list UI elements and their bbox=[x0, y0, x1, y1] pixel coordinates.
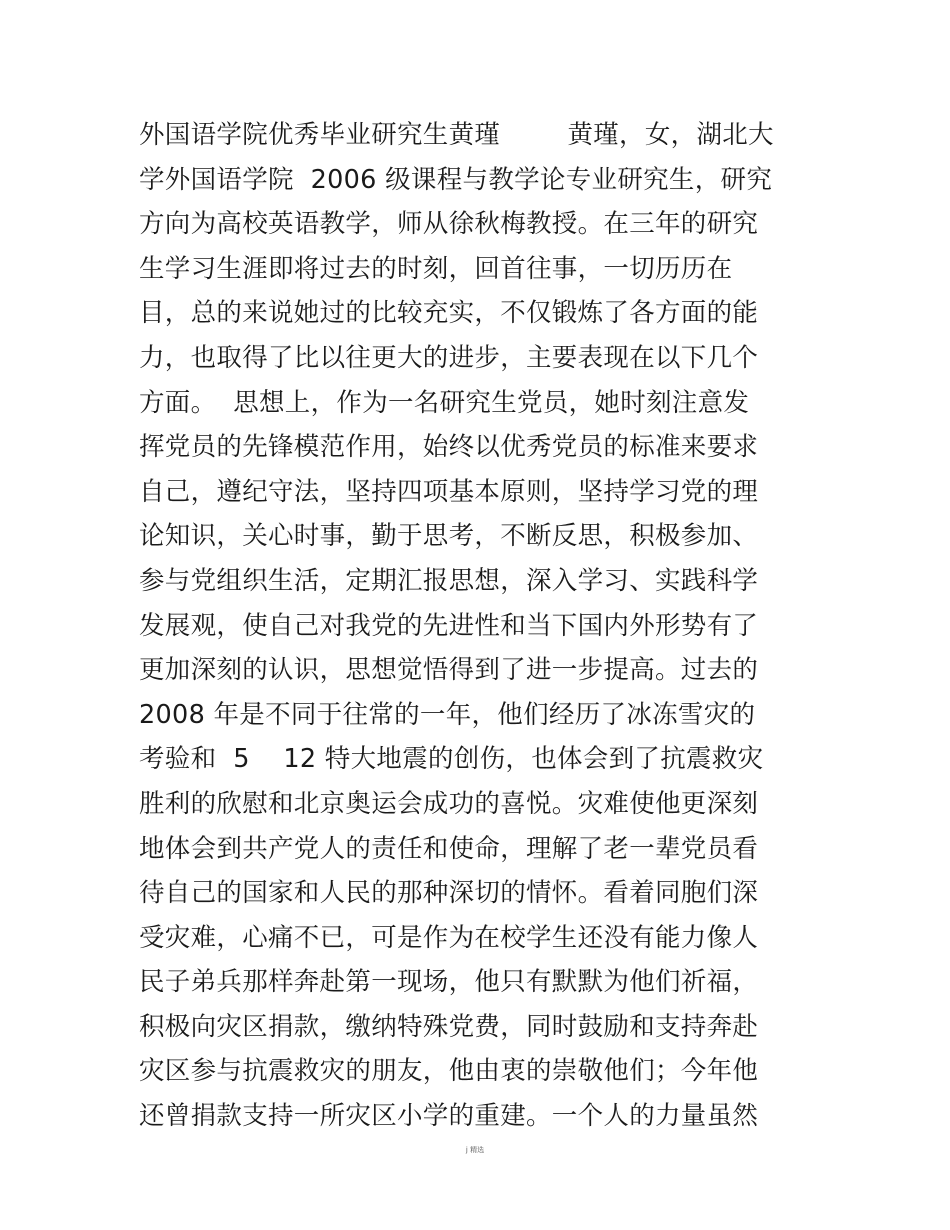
text-line-5: 目，总的来说她过的比较充实，不仅锻炼了各方面的能 bbox=[139, 298, 759, 329]
text-line-3: 方向为高校英语教学，师从徐秋梅教授。在三年的研究 bbox=[139, 209, 759, 240]
body-paragraph bbox=[139, 113, 799, 1139]
page-footer: j 精选 bbox=[465, 1146, 485, 1154]
text-line-14: 2008 年是不同于往常的一年，他们经历了冰冻雪灾的 bbox=[139, 699, 756, 730]
text-line-13: 更加深刻的认识，思想觉悟得到了进一步提高。过去的 bbox=[139, 655, 759, 686]
text-line-10: 论知识，关心时事，勤于思考，不断反思，积极参加、 bbox=[139, 521, 759, 552]
text-line-1: 外国语学院优秀毕业研究生黄瑾 黄瑾，女，湖北大 bbox=[139, 120, 774, 150]
text-line-7: 方面。 思想上，作为一名研究生党员，她时刻注意发 bbox=[139, 387, 750, 418]
text-line-12: 发展观，使自己对我党的先进性和当下国内外形势有了 bbox=[139, 610, 759, 641]
text-line-8: 挥党员的先锋模范作用，始终以优秀党员的标准来要求 bbox=[139, 432, 759, 463]
text-line-2: 学外国语学院 2006 级课程与教学论专业研究生，研究 bbox=[139, 164, 773, 195]
text-line-21: 积极向灾区捐款，缴纳特殊党费，同时鼓励和支持奔赴 bbox=[139, 1011, 759, 1042]
text-line-20: 民子弟兵那样奔赴第一现场，他只有默默为他们祈福， bbox=[139, 967, 759, 998]
text-line-23: 还曾捐款支持一所灾区小学的重建。一个人的力量虽然 bbox=[139, 1101, 759, 1132]
text-line-6: 力，也取得了比以往更大的进步，主要表现在以下几个 bbox=[139, 342, 759, 373]
text-line-11: 参与党组织生活，定期汇报思想，深入学习、实践科学 bbox=[139, 565, 759, 596]
text-line-16: 胜利的欣慰和北京奥运会成功的喜悦。灾难使他更深刻 bbox=[139, 788, 759, 819]
text-line-17: 地体会到共产党人的责任和使命，理解了老一辈党员看 bbox=[139, 833, 759, 864]
text-line-15: 考验和 5 12 特大地震的创伤，也体会到了抗震救灾 bbox=[139, 744, 764, 775]
text-line-9: 自己，遵纪守法，坚持四项基本原则，坚持学习党的理 bbox=[139, 476, 759, 507]
text-line-18: 待自己的国家和人民的那种深切的情怀。看着同胞们深 bbox=[139, 878, 759, 909]
text-line-4: 生学习生涯即将过去的时刻，回首往事，一切历历在 bbox=[139, 253, 733, 284]
text-line-22: 灾区参与抗震救灾的朋友，他由衷的崇敬他们；今年他 bbox=[139, 1056, 759, 1087]
text-line-19: 受灾难，心痛不已，可是作为在校学生还没有能力像人 bbox=[139, 922, 759, 953]
